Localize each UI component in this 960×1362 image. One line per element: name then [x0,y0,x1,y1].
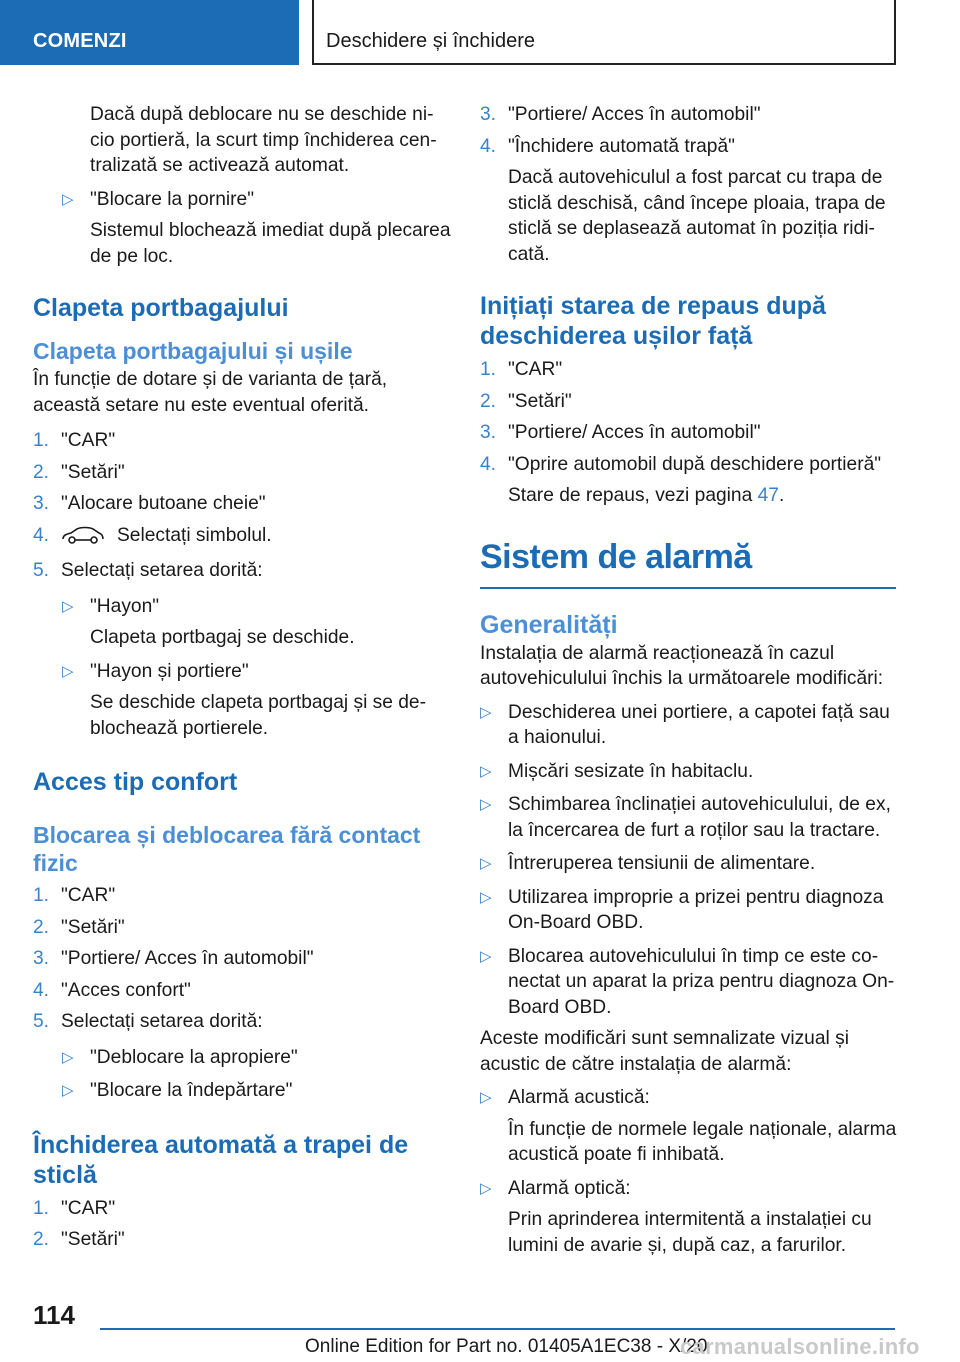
step-text: "Setări" [61,916,125,938]
subsection-heading: Clapeta portbagajului și ușile [33,338,353,364]
right-column [480,102,898,1258]
step-text: "CAR" [61,885,116,906]
signal-desc: Prin aprinderea intermitentă a instalației cu lumini de avarie și, după caz, a farurilor. [508,1209,872,1256]
signal-desc: În funcție de normele legale naționale, alarma acustică poate fi inhibată. [508,1118,897,1165]
bullet-triangle-icon: ▷ [62,1048,74,1066]
bullet-triangle-icon: ▷ [480,1179,492,1197]
step-number: 3. [33,948,50,969]
step-text: "Acces confort" [61,979,191,1001]
option-desc: Sistemul blochează imediat după plecarea de pe loc. [90,220,451,267]
option-label: "Hayon" [90,595,160,617]
step-number: 1. [480,359,497,380]
list-item [33,428,451,454]
signal-text: Aceste modificări sunt semnalizate vizual și acustic de către instalația de alarmă: [480,1028,849,1075]
list-item [480,944,898,1021]
signal-label: Alarmă acustică: [508,1087,650,1108]
list-item [33,460,451,486]
bullet-triangle-icon: ▷ [62,597,74,615]
list-item [480,792,898,843]
step-number: 4. [480,453,497,475]
step-text: "CAR" [508,359,563,380]
left-column [33,102,451,1253]
chapter-tab [312,0,896,65]
section-heading: Clapeta portbagajului [33,294,289,322]
section-heading: Acces tip confort [33,768,238,796]
step-text: "CAR" [61,1197,116,1219]
step-number: 2. [33,916,50,938]
trigger-text: Întreruperea tensiunii de alimentare. [508,853,816,874]
option-label: "Hayon și portiere" [90,660,249,682]
section-title: COMENZI [33,30,127,52]
signal-label: Alarmă optică: [508,1177,631,1199]
list-item [33,883,451,909]
option-desc: Clapeta portbagaj se deschide. [90,627,355,648]
step-text: "Portiere/ Acces în automobil" [508,422,761,443]
step-number: 1. [33,1197,50,1219]
page-number: 114 [33,1300,75,1330]
step-text: "Alocare butoane cheie" [61,493,266,514]
list-item [480,420,898,446]
car-tailgate-icon [61,525,105,553]
step-text: Selectați setarea dorită: [61,1011,263,1032]
list-item [480,759,898,785]
step-text: "Închidere automată trapă" [508,135,735,157]
note-text: În funcție de dotare și de varianta de țară, această setare nu este eventual oferită. [33,369,388,416]
desc-suffix: . [778,485,785,506]
desc-prefix: Stare de repaus, vezi pagina [508,485,758,506]
bullet-triangle-icon: ▷ [480,1089,492,1106]
step-text: "Portiere/ Acces în automobil" [61,948,314,969]
list-item [33,659,451,685]
list-item [480,885,898,936]
section-tab [0,0,299,65]
step-text: Selectați simbolul. [117,524,272,546]
bullet-triangle-icon: ▷ [62,190,74,208]
intro-text: Instalația de alarmă reacționează în cazul autovehiculului închis la următoarele modificări: [480,642,884,689]
list-item [33,915,451,941]
list-item [33,1045,451,1071]
step-text: Selectați setarea dorită: [61,560,263,581]
list-item [33,491,451,517]
section-heading: Închiderea automată a trapei de sticlă [33,1130,409,1189]
list-item [33,523,451,553]
option-desc: Se deschide clapeta portbagaj și se deblochează portierele. [90,692,426,739]
step-number: 2. [33,1229,50,1250]
bullet-triangle-icon: ▷ [480,703,492,721]
list-item [480,1176,898,1202]
step-number: 3. [480,104,497,125]
watermark: carmanualsonline.info [680,1334,920,1359]
bullet-triangle-icon: ▷ [62,662,74,680]
list-item [480,700,898,751]
step-number: 2. [33,461,50,483]
option-label: "Blocare la îndepărtare" [90,1080,293,1101]
list-item [33,978,451,1004]
list-item [33,1009,451,1035]
step-number: 2. [480,390,497,412]
bullet-triangle-icon: ▷ [480,888,492,906]
list-item [480,851,898,877]
step-text: "Setări" [61,1229,125,1250]
step-number: 3. [33,493,50,514]
list-item [480,357,898,383]
step-text: "Setări" [508,390,572,412]
step-desc [480,483,898,509]
edition-text: Online Edition for Part no. 01405A1EC38 - X/20 [305,1336,708,1357]
list-item [33,1078,451,1104]
step-text: "Oprire automobil după deschidere portieră" [508,453,882,475]
footer-divider [100,1328,895,1330]
intro-text: Dacă după deblocare nu se deschide nicio portieră, la scurt timp închiderea centralizată se activează automat. [90,104,437,176]
step-desc: Dacă autovehiculul a fost parcat cu trapa de sticlă deschisă, când începe ploaia, trapa de sticlă se deplasează automat în poziția ridicată. [508,167,886,265]
list-item [33,1196,451,1222]
list-item [480,134,898,160]
bullet-triangle-icon: ▷ [62,1082,74,1099]
bullet-triangle-icon: ▷ [480,762,492,780]
list-item [33,1227,451,1253]
step-number: 1. [33,430,50,451]
trigger-text: Utilizarea improprie a prizei pentru diagnoza On-Board OBD. [508,886,884,933]
section-heading: Inițiați starea de repaus după deschiderea ușilor față [480,292,826,350]
bullet-triangle-icon: ▷ [480,796,492,813]
step-number: 3. [480,422,497,443]
subsection-heading: Blocarea și deblocarea fără contact fizic [33,822,421,876]
step-text: "Portiere/ Acces în automobil" [508,104,761,125]
step-number: 4. [33,524,50,546]
step-number: 5. [33,1011,50,1032]
step-text: "Setări" [61,461,125,483]
subsection-heading: Generalități [480,610,618,639]
step-number: 1. [33,885,50,906]
page-link[interactable]: 47 [757,485,779,506]
bullet-triangle-icon: ▷ [480,947,492,965]
list-item [33,558,451,584]
trigger-text: Deschiderea unei portiere, a capotei față sau a haionului. [508,701,890,748]
list-item [480,1085,898,1111]
list-item [480,389,898,415]
list-item [480,102,898,128]
trigger-text: Blocarea autovehiculului în timp ce este conectat un aparat la priza pentru diagnoza On-Board OBD. [508,945,895,1018]
trigger-text: Mișcări sesizate în habitaclu. [508,760,754,782]
list-item [33,594,451,620]
bullet-triangle-icon: ▷ [480,855,492,872]
option-label: "Blocare la pornire" [90,188,255,210]
trigger-text: Schimbarea înclinației autovehiculului, de ex, la încercarea de furt a roților sau la tractare. [508,794,891,841]
step-number: 4. [33,979,50,1001]
list-item [33,187,451,213]
step-text: "CAR" [61,430,116,451]
step-number: 4. [480,135,497,157]
list-item [480,452,898,478]
list-item [33,946,451,972]
chapter-heading: Sistem de alarmă [480,537,752,576]
chapter-title: Deschidere și închidere [326,30,535,52]
option-label: "Deblocare la apropiere" [90,1046,298,1068]
step-number: 5. [33,560,50,581]
heading-divider [480,587,896,589]
